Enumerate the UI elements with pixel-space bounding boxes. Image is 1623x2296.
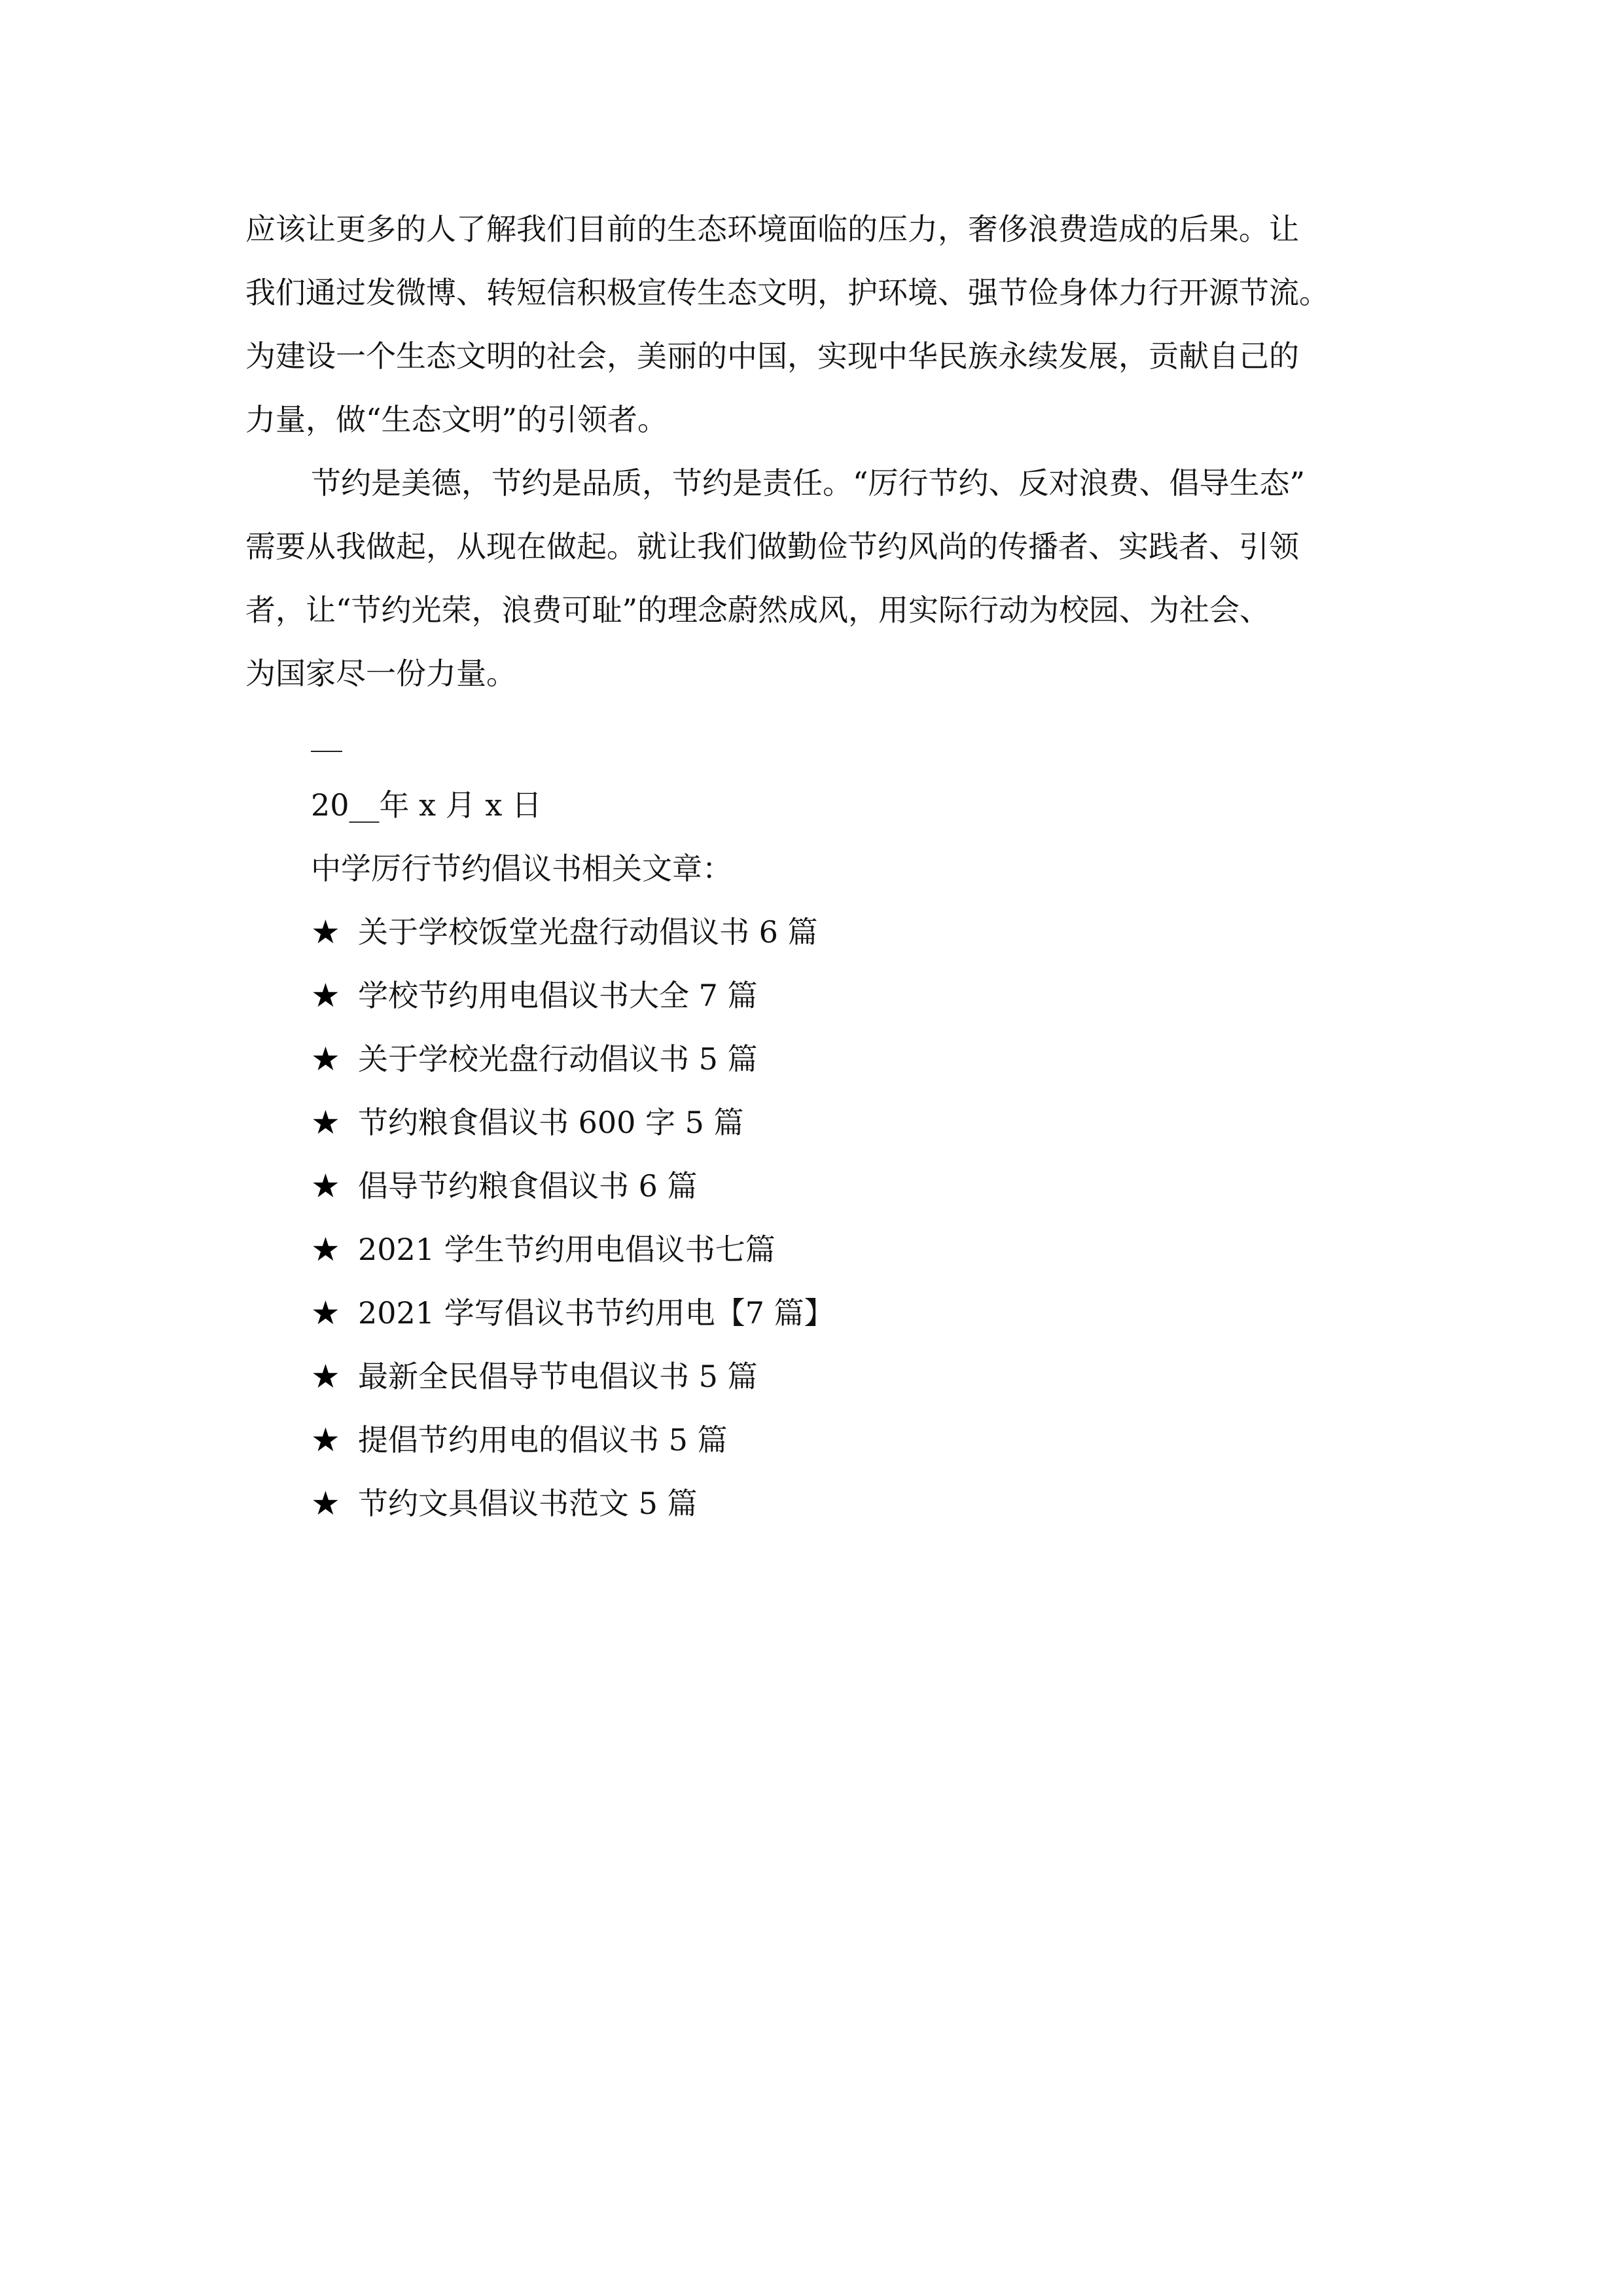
paragraph-1-line: 力量，做“生态文明”的引领者。 [245,402,668,437]
paragraph-1-line: 我们通过发微博、转短信积极宣传生态文明，护环境、强节俭身体力行开源节流。 [245,275,1329,310]
star-icon: ★ [311,1230,340,1268]
related-section [311,774,834,1535]
star-icon: ★ [311,1357,340,1395]
related-link-label[interactable]: 节约粮食倡议书 600 字 5 篇 [358,1105,744,1140]
related-link-item[interactable] [311,1408,834,1472]
star-icon: ★ [311,1103,340,1141]
related-link-item[interactable] [311,964,834,1028]
related-link-item[interactable] [311,1472,834,1535]
star-icon: ★ [311,913,340,951]
star-icon: ★ [311,1421,340,1459]
paragraph-1 [245,198,1423,452]
star-icon: ★ [311,1294,340,1332]
signature-rule [311,751,342,752]
related-link-label[interactable]: 学校节约用电倡议书大全 7 篇 [358,978,758,1013]
paragraph-2-line: 者，让“节约光荣，浪费可耻”的理念蔚然成风，用实际行动为校园、为社会、 [245,592,1270,628]
paragraph-2-line: 为国家尽一份力量。 [245,656,516,691]
related-link-item[interactable] [311,1091,834,1155]
paragraph-2 [245,452,1423,706]
related-link-label[interactable]: 关于学校饭堂光盘行动倡议书 6 篇 [358,914,818,950]
related-link-label[interactable]: 2021 学写倡议书节约用电【7 篇】 [358,1295,834,1331]
star-icon: ★ [311,1484,340,1522]
related-link-label[interactable]: 提倡节约用电的倡议书 5 篇 [358,1422,728,1458]
related-heading: 中学厉行节约倡议书相关文章： [311,851,732,886]
paragraph-2-line: 需要从我做起，从现在做起。就让我们做勤俭节约风尚的传播者、实践者、引领 [245,529,1299,564]
paragraph-1-line: 应该让更多的人了解我们目前的生态环境面临的压力，奢侈浪费造成的后果。让 [245,211,1299,247]
paragraph-1-line: 为建设一个生态文明的社会，美丽的中国，实现中华民族永续发展，贡献自己的 [245,338,1299,374]
star-icon: ★ [311,1167,340,1205]
related-link-label[interactable]: 最新全民倡导节电倡议书 5 篇 [358,1359,758,1394]
related-link-label[interactable]: 关于学校光盘行动倡议书 5 篇 [358,1041,758,1077]
related-link-label[interactable]: 倡导节约粮食倡议书 6 篇 [358,1168,698,1204]
related-link-item[interactable] [311,1345,834,1408]
star-icon: ★ [311,977,340,1014]
related-link-item[interactable] [311,1282,834,1345]
related-link-label[interactable]: 节约文具倡议书范文 5 篇 [358,1486,698,1521]
related-link-item[interactable] [311,901,834,964]
related-link-item[interactable] [311,1028,834,1091]
paragraph-2-line: 节约是美德，节约是品质，节约是责任。“厉行节约、反对浪费、倡导生态” [311,465,1306,501]
signature-date: 20__年 x 月 x 日 [311,787,542,823]
related-link-label[interactable]: 2021 学生节约用电倡议书七篇 [358,1232,776,1267]
related-link-item[interactable] [311,1155,834,1218]
star-icon: ★ [311,1040,340,1078]
related-link-item[interactable] [311,1218,834,1282]
